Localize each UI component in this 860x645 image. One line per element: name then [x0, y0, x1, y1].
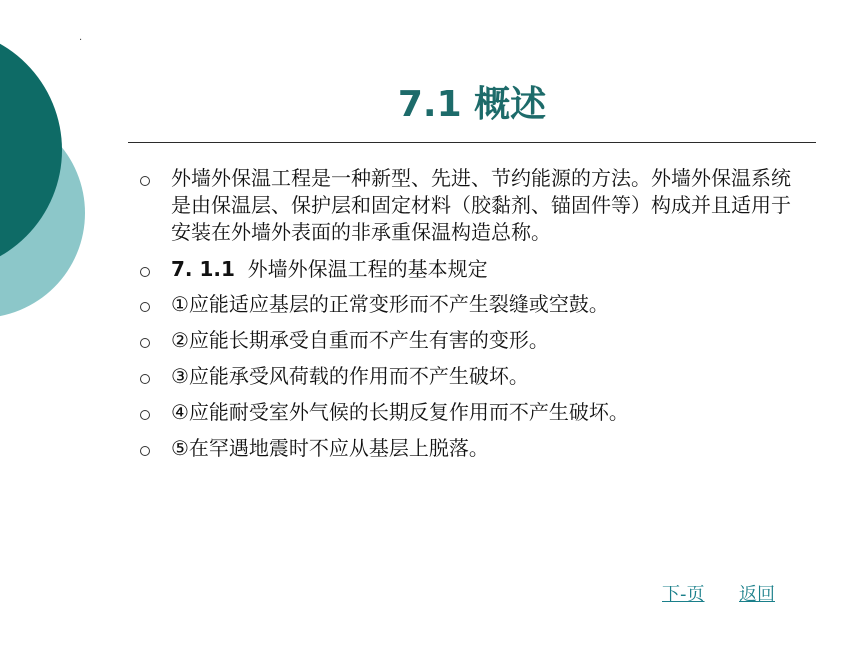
- small-dot: .: [79, 32, 83, 43]
- bullet-circle-icon: [140, 302, 150, 312]
- bullet-text: ③应能承受风荷载的作用而不产生破坏。: [171, 364, 529, 388]
- section-number: 7. 1.1: [171, 257, 235, 281]
- list-item: [135, 435, 805, 462]
- bullet-circle-icon: [140, 410, 150, 420]
- bullet-circle-icon: [140, 374, 150, 384]
- list-item: [135, 165, 805, 246]
- bullet-text: ④应能耐受室外气候的长期反复作用而不产生破坏。: [171, 400, 629, 424]
- bullet-text: ⑤在罕遇地震时不应从基层上脱落。: [171, 436, 489, 460]
- back-link[interactable]: 返回: [739, 584, 775, 605]
- bullet-circle-icon: [140, 338, 150, 348]
- bullet-text: ②应能长期承受自重而不产生有害的变形。: [171, 328, 549, 352]
- next-page-link[interactable]: 下-页: [662, 584, 705, 605]
- title-divider: [128, 142, 816, 143]
- list-item: [135, 327, 805, 354]
- bullet-circle-icon: [140, 446, 150, 456]
- bullet-list: [135, 165, 805, 462]
- bullet-text: 外墙外保温工程是一种新型、先进、节约能源的方法。外墙外保温系统是由保温层、保护层和固定材料（胶黏剂、锚固件等）构成并且适用于安装在外墙外表面的非承重保温构造总称。: [171, 166, 791, 244]
- bullet-circle-icon: [140, 176, 150, 186]
- list-item: [135, 291, 805, 318]
- page-title: 7.1 概述: [397, 84, 547, 125]
- bullet-text: 外墙外保温工程的基本规定: [247, 257, 488, 281]
- list-item: [135, 256, 805, 283]
- bullet-text: ①应能适应基层的正常变形而不产生裂缝或空鼓。: [171, 292, 609, 316]
- list-item: [135, 399, 805, 426]
- list-item: [135, 363, 805, 390]
- bullet-circle-icon: [140, 267, 150, 277]
